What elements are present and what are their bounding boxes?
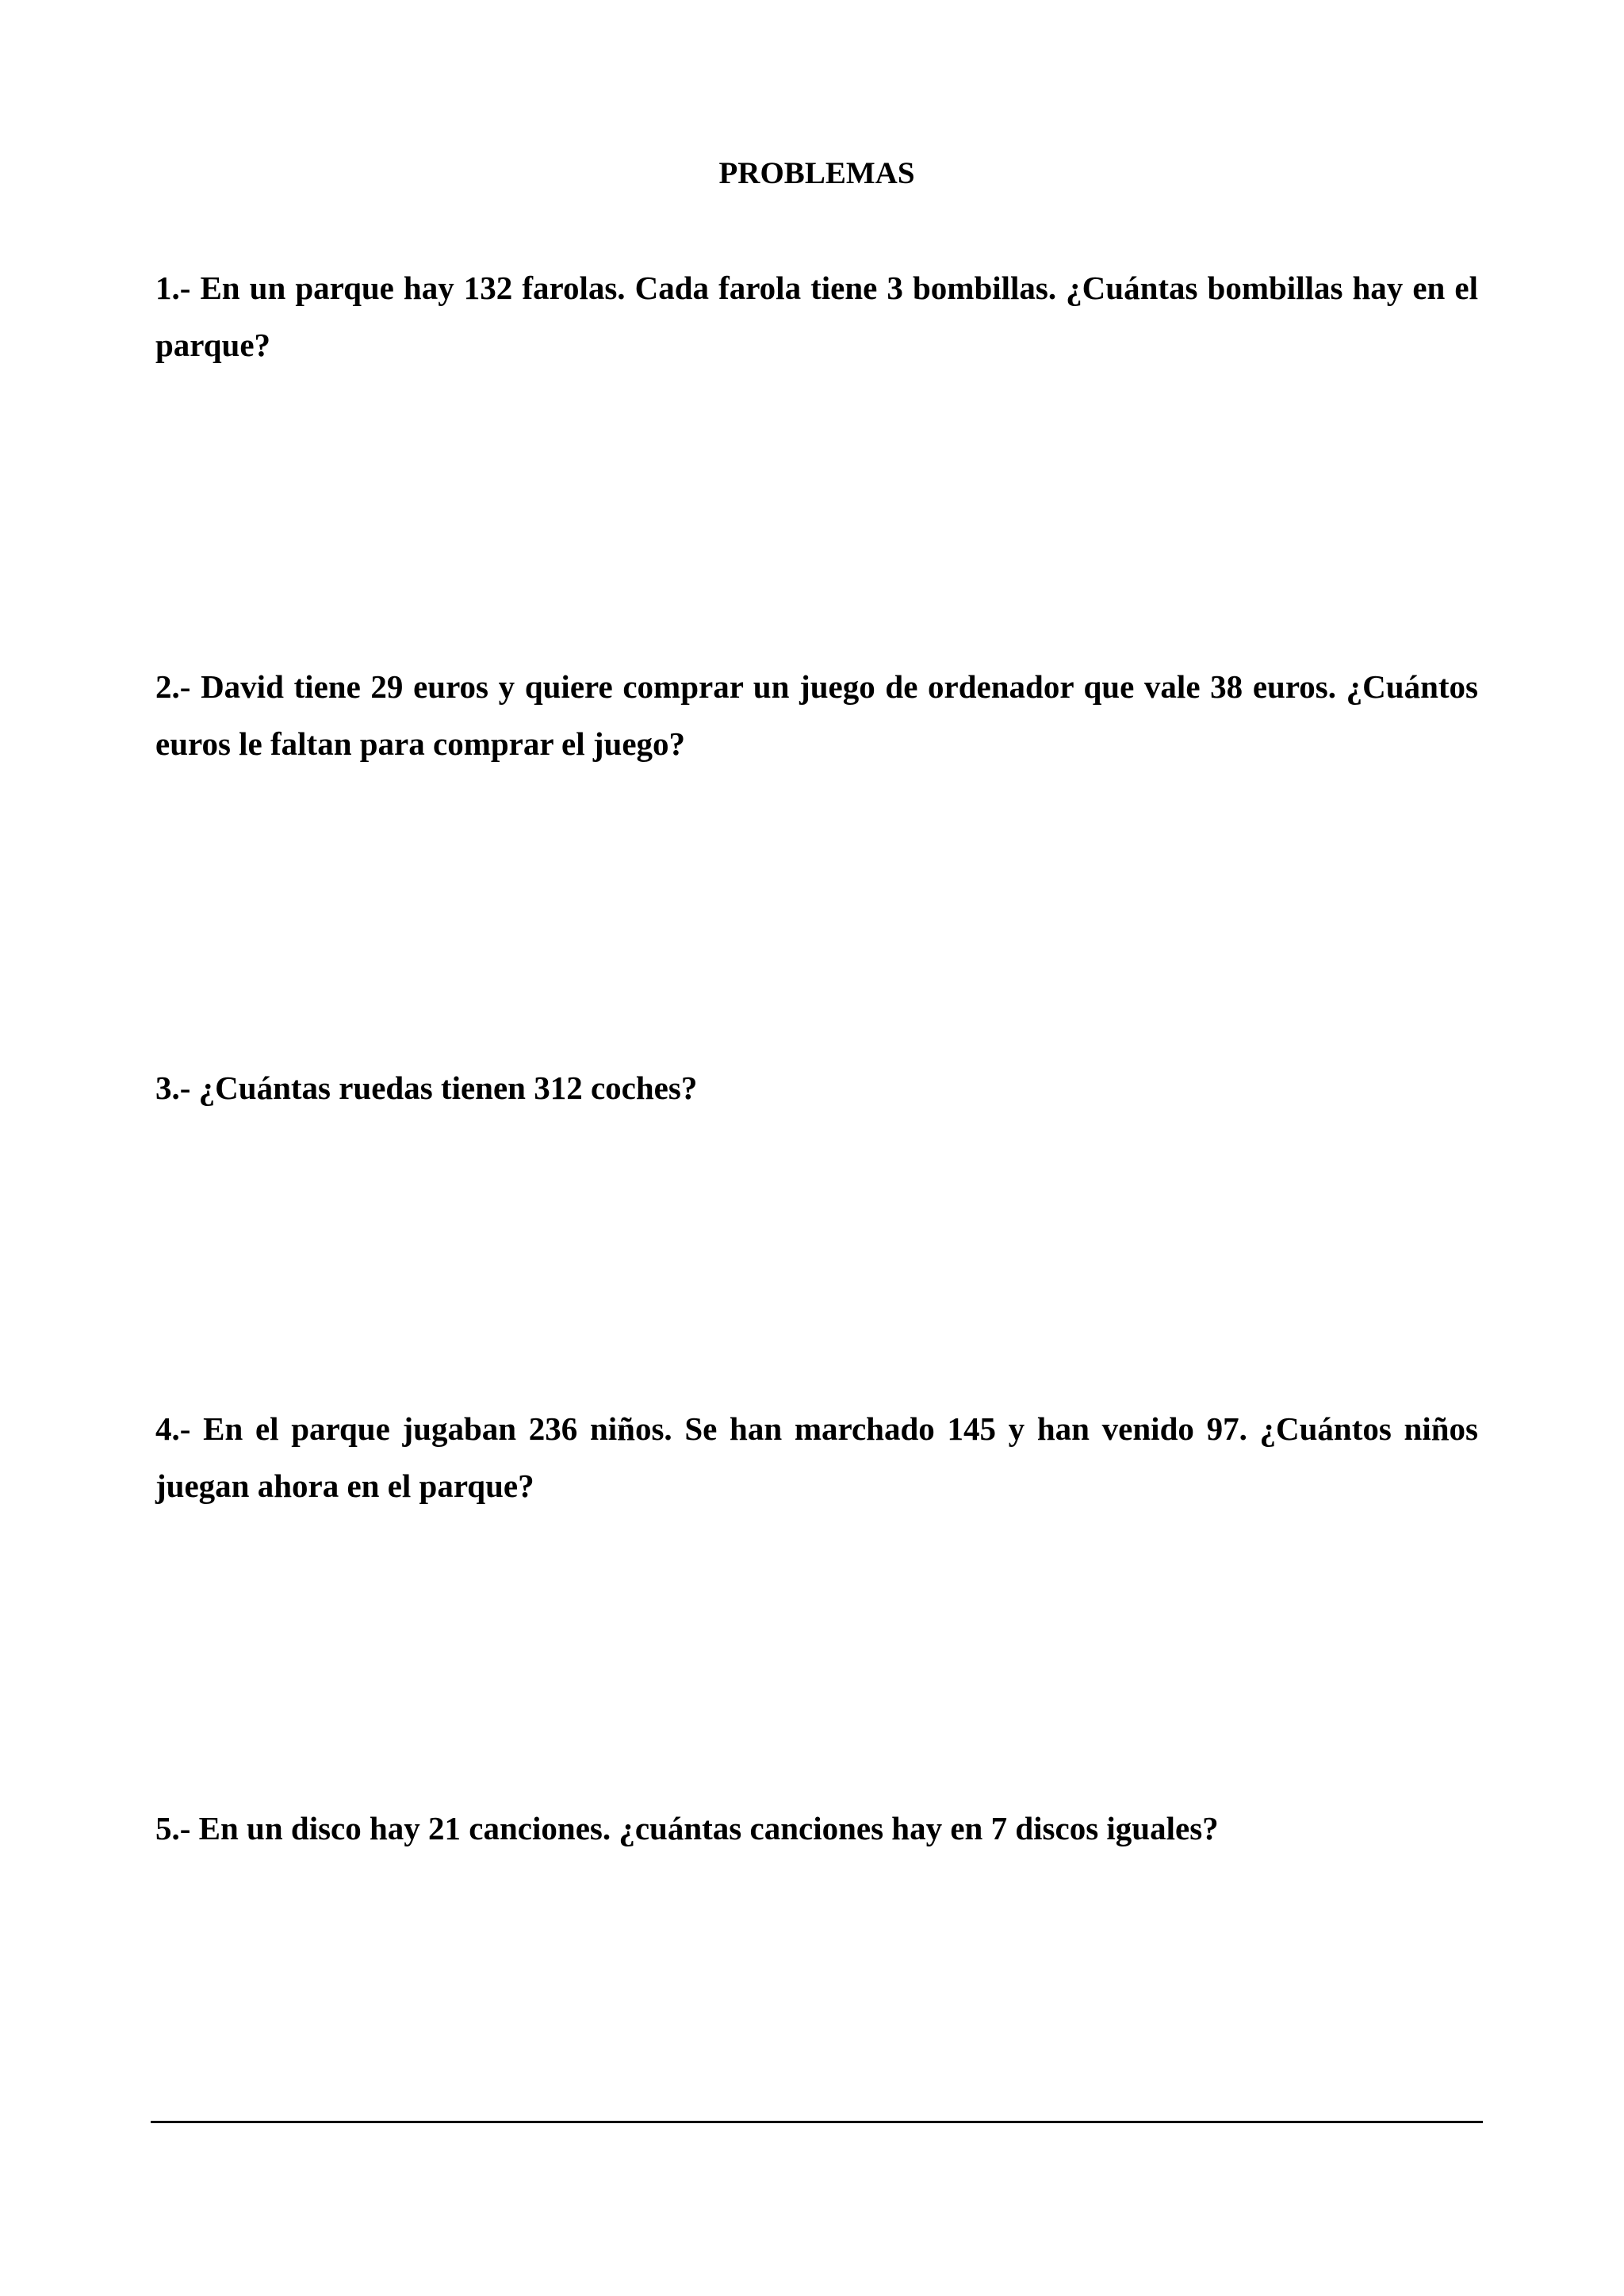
problem-5: 5.- En un disco hay 21 canciones. ¿cuántas canciones hay en 7 discos iguales? [155, 1810, 1219, 1846]
problem-4: 4.- En el parque jugaban 236 niños. Se han marchado 145 y han venido 97. ¿Cuántos niños juegan ahora en el parque? [155, 1410, 1478, 1504]
page-title: PROBLEMAS [718, 156, 915, 190]
footer-divider [151, 2121, 1483, 2123]
problem-3: 3.- ¿Cuántas ruedas tienen 312 coches? [155, 1070, 698, 1106]
problem-1: 1.- En un parque hay 132 farolas. Cada farola tiene 3 bombillas. ¿Cuántas bombillas hay en el parque? [155, 270, 1478, 363]
problem-2: 2.- David tiene 29 euros y quiere comprar un juego de ordenador que vale 38 euros. ¿Cuántos euros le faltan para comprar el juego? [155, 668, 1478, 762]
